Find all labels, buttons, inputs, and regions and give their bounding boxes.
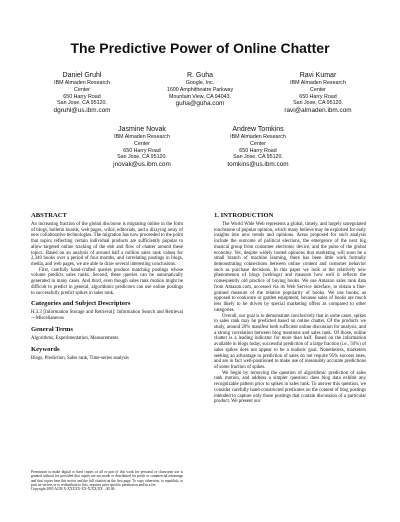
introduction-paragraph: Overall, our goal is to demonstrate conclusively that in some cases, spikes in sales rank may be predicted based on online chatter. Of the products we study, around 20% manifest both sufficient online discussion for analysis, and a strong correlation between blog mentions and sales rank. Of those, online chatter is a leading indicator for more than half. Based on the information available in blogs today, successful prediction of a large fraction (i.e., 50%) of sales spikes does not appear to be a realistic goal. Nonetheless, marketers seeking an advantage in prediction of sales do not require 95% success rates, and are in fact well-positioned to make use of reasonably accurate predictions of some fraction of spikes. <box>214 313 366 370</box>
general-terms-heading: General Terms <box>31 325 73 333</box>
author-email[interactable]: ravi@almaden.ibm.com <box>284 106 352 114</box>
author-affiliation-line: San Jose, CA 95120. <box>57 100 107 107</box>
author-affiliation-line: Center <box>134 141 150 147</box>
author-name: R. Guha <box>186 72 214 79</box>
author-name: Daniel Gruhl <box>62 72 102 79</box>
abstract-paragraph: First, carefully hand-crafted queries produce matching postings whose volume predicts sales ranks. Second, these queries can be automatically generated in many cases. And third, even though sales rank motion might be difficult to predict in general, algorithmic predictors can use online postings to successfully predict spikes in sales rank. <box>31 267 183 296</box>
author-affiliation-line: San Jose, CA 95120. <box>293 100 343 107</box>
author-email[interactable]: tomkins@us.ibm.com <box>227 160 289 168</box>
right-column <box>214 212 366 405</box>
copyright-text: Permission to make digital or hard copies of all or part of this work for personal or classroom use is granted without fee provided that copies are not made or distributed for profit or commercial advantage and that copies bear this notice and the full citation on the first page. To copy otherwise, to republish, to post on servers or to redistribute to lists, requires prior specific permission and/or a fee. Copyright 2005 ACM X-XXXXX-XX-X/XX/XX ...$5.00. <box>31 470 183 492</box>
categories-text: H.3.3 [Information Storage and Retrieval]: Information Search and Retrieval—Miscellaneous <box>31 310 183 322</box>
author-affiliation-line: IBM Almaden Research <box>230 134 286 141</box>
author-email[interactable]: jnovak@us.ibm.com <box>113 160 171 168</box>
author-affiliation-line: Center <box>250 141 266 147</box>
author-email[interactable]: dgruhl@us.ibm.com <box>53 106 111 114</box>
author-block <box>87 126 197 169</box>
author-email[interactable]: guha@guha.com <box>175 100 225 108</box>
author-name: Jasmine Novak <box>118 126 166 133</box>
categories-heading: Categories and Subject Descriptors <box>31 300 131 308</box>
author-block <box>263 72 373 115</box>
author-affiliation-line: Center <box>74 87 90 93</box>
author-name: Ravi Kumar <box>299 72 337 79</box>
abstract-paragraph: An increasing fraction of the global discourse is migrating online in the form of blogs, bulletin boards, web pages, wikis, editorials, and a dizzying array of new collaborative technologies. The migration has now proceeded to the point that topics reflecting certain individual products are sufficiently popular to allow targeted online tracking of the ebb and flow of chatter around these topics. Based on an analysis of around half a million sales rank values for 2,340 books over a period of four months, and correlating postings in blogs, media, and web pages, we are able to draw several interesting conclusions. <box>31 222 183 268</box>
author-affiliation-line: Center <box>310 87 326 93</box>
author-block <box>203 126 313 169</box>
copyright-footnote <box>31 470 183 491</box>
author-block <box>145 72 255 108</box>
author-affiliation-line: San Jose, CA 95120. <box>117 154 167 161</box>
author-affiliation-line: 650 Harry Road <box>63 93 101 100</box>
author-affiliation-line: Google, Inc. <box>185 80 215 87</box>
abstract-heading: ABSTRACT <box>31 212 67 219</box>
keywords-text: Blogs, Prediction, Sales rank, Time-series analysis <box>31 355 129 361</box>
author-affiliation-line: 1600 Amphitheatre Parkway <box>166 87 234 93</box>
author-affiliation-line: 650 Harry Road <box>299 93 337 100</box>
paper-title: The Predictive Power of Online Chatter <box>70 40 330 56</box>
author-affiliation-line: IBM Almaden Research <box>290 80 346 87</box>
introduction-paragraph: We begin by removing the question of algorithmic prediction of sales rank motion, and address a simpler question: does blog data exhibit any recognizable pattern prior to spikes in sales rank. To answer this question, we consider carefully hand-constructed predicates on the content of blog postings intended to capture only those postings that contain discussion of a particular product. We present our <box>214 370 366 405</box>
introduction-heading: 1. INTRODUCTION <box>214 212 274 219</box>
author-affiliation-line: Mountain View, CA 94043. <box>168 93 232 100</box>
author-affiliation-line: IBM Almaden Research <box>114 134 170 141</box>
general-terms-text: Algorithms, Experimentation, Measurements <box>31 335 119 341</box>
author-block <box>27 72 137 115</box>
left-column <box>31 212 183 361</box>
keywords-heading: Keywords <box>31 345 60 353</box>
author-affiliation-line: 650 Harry Road <box>239 147 277 154</box>
author-affiliation-line: IBM Almaden Research <box>54 80 110 87</box>
author-affiliation-line: San Jose, CA 95120. <box>233 154 283 161</box>
author-name: Andrew Tomkins <box>232 126 284 133</box>
author-affiliation-line: 650 Harry Road <box>123 147 161 154</box>
introduction-paragraph: The World Wide Web represents a global, timely, and largely unregulated touchstone of popular opinion, which many believe may be exploited for early insights into new trends and opinions. Areas proposed for such analysis include the outcome of political elections, the emergence of the next big musical group from consumer electronic device, and the pulse of the global economy. Yet, despite widely touted opinions that marketing will soon be a small branch of machine learning, there has been little work formally demonstrating connections between online content and customer behavior such as purchase decisions. In this paper we look at the relatively new phenomenon of blogs (weblogs) and measure how well it reflects the consequently old practice of buying books. We use Amazon sales rank data from Amazon.com, accessed via its Web Service interface, to obtain a fine-grained measure of the relative popularity of books. We use books, as opposed to cookware or garden equipment, because sales of books are much less likely to be driven by special marketing offers as compared to other categories. <box>214 222 366 313</box>
